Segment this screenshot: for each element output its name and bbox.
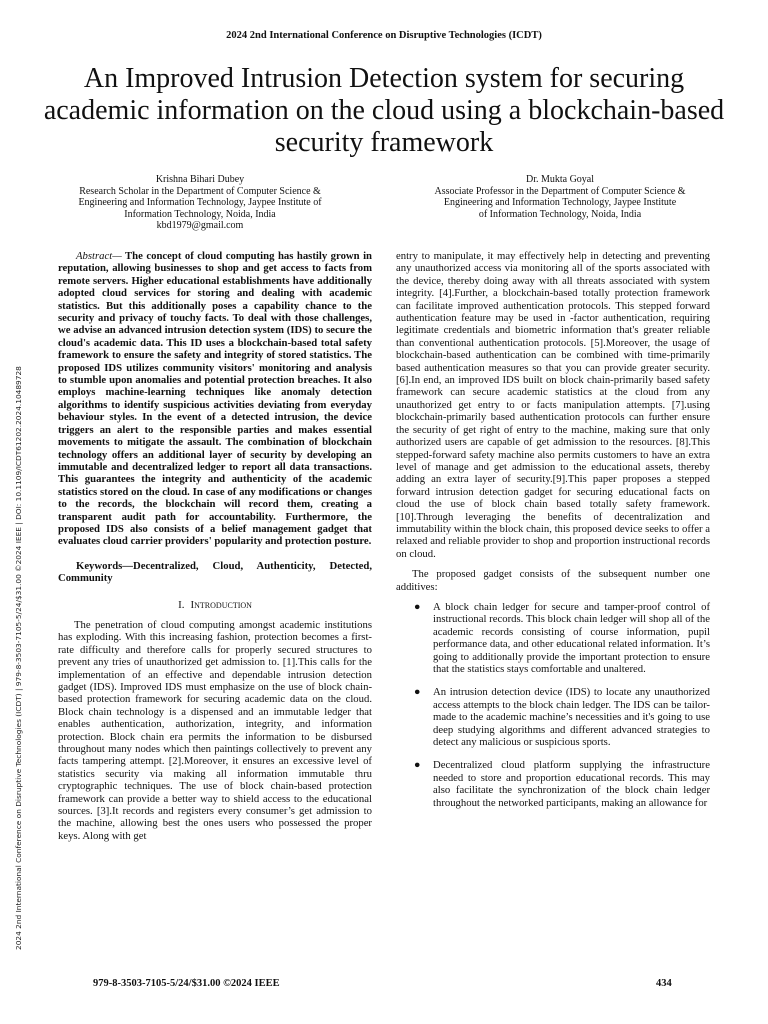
intro-paragraph: The penetration of cloud computing amongst academic institutions has exploding. With this increasing fashion, protection becomes a first-rate difficulty and therefore calls for properly secured structures to prevent any tries of unauthorized get admission to. [1].This calls for the implementation of an effective and dependable intrusion detection gadget (IDS). Improved IDS must emphasize on the use of block chain-based protection framework for securing academic data on the cloud. Block chain technology is a dispensed and an immutable ledger that enables authentication, authorization, integrity, and information protection. Block chain era permits the information to be disbursed throughout many nodes which then paintings collectively to prevent any facts tampering attempt. [2].Moreover, it ensures an excessive level of statistics security via making all information immutable thru cryptographic techniques. The use of block chain-based protection framework can provide a better way to shield access to the educational sources. [3].It records and registers every consumer’s get admission to the machine, allowing best the ones users who possessed the proper keys. Along with get [58, 618, 372, 842]
paper-title: An Improved Intrusion Detection system for securing academic information on the cloud using a blockchain-based security framework [43, 63, 725, 158]
right-column [396, 250, 710, 820]
author-name: Krishna Bihari Dubey [155, 174, 245, 185]
list-item-text: A block chain ledger for secure and tamper-proof control of instructional records. This block chain ledger will shop all of the academic records consisting of course information, pupil performance data, and other educational related information. It’s going to additionally provide the important protection to ensure that the statistics stays comfortable and unaltered. [433, 600, 710, 675]
author-affiliation-line: Engineering and Information Technology, Jaypee Institute [443, 197, 677, 208]
page-number: 434 [656, 978, 672, 989]
body-paragraph: The proposed gadget consists of the subsequent number one additives: [396, 568, 710, 593]
keywords: Keywords—Decentralized, Cloud, Authenticity, Detected, Community [58, 559, 372, 585]
author-affiliation-line: Information Technology, Noida, India [124, 208, 276, 220]
list-item-text: Decentralized cloud platform supplying the infrastructure needed to store and proportion educational records. This may also facilitate the synchronization of the block chain ledger throughout the networked participants, making an allowance for [433, 759, 710, 809]
bullet-icon: ● [414, 686, 421, 699]
author-block-1 [55, 174, 345, 232]
bullet-icon: ● [414, 600, 421, 613]
abstract-lead: Abstract— [76, 250, 122, 262]
component-list [396, 601, 710, 809]
abstract-paragraph [58, 250, 372, 548]
left-column [58, 250, 372, 850]
author-name: Dr. Mukta Goyal [525, 174, 595, 185]
author-email: kbd1979@gmail.com [156, 220, 244, 231]
bullet-icon: ● [414, 759, 421, 772]
author-affiliation-line: Engineering and Information Technology, Jaypee Institute of [78, 197, 322, 208]
section-heading [58, 599, 372, 611]
author-affiliation-line: Research Scholar in the Department of Computer Science & [79, 185, 321, 197]
author-block-2 [405, 174, 715, 220]
list-item-text: An intrusion detection device (IDS) to locate any unauthorized access attempts to the block chain ledger. The IDS can be tailor-made to the academic machine’s necessities and it's going to use deep studying algorithms and different advanced strategies to detect any malicious or suspicious sports. [433, 686, 710, 749]
author-affiliation-line: of Information Technology, Noida, India [478, 208, 642, 220]
section-number: I. [178, 598, 185, 611]
body-paragraph: entry to manipulate, it may effectively help in detecting and preventing any unauthorized access via monitoring all of the sports associated with the device, thereby doing away with all threats associated with system integrity. [4].Further, a blockchain-based totally protection framework can facilitate improved authentication protocols. This stepped forward authentication feature may be used in -factor authentication, requiring legitimate credentials and biometric information that's greater reliable than conventional authentication protocols. [5].Moreover, the usage of blockchain-based authentication can be combined with time-primarily based authentication measures so that you can provide greater security. [6].In end, an improved IDS built on block chain-primarily based safety framework can secure academic statistics at the cloud from any unauthorized get entry to or facts manipulation attempts. [7].using blockchain-primarily based authentication protocols can further ensure the security of get right of entry to the machine, making sure that only authorized users are capable of get admission to the resources. [8].This stepped-forward safety machine also permits customers to have an extra level of manage and get admission to the educational assets, thereby adding an extra layer of security.[9].This paper proposes a stepped forward intrusion detection gadget for securing educational facts on cloud the use of block chain based totally safety framework. [10].Through leveraging the benefits of decentralization and immutability within the block chain, this proposed device seeks to offer a relaxed and reliable provider to shop and proportion instructional records on cloud. [396, 250, 710, 560]
footer-copyright: 979-8-3503-7105-5/24/$31.00 ©2024 IEEE [93, 978, 280, 989]
list-item [396, 601, 710, 675]
section-title: Introduction [190, 598, 252, 611]
conference-header: 2024 2nd International Conference on Disruptive Technologies (ICDT) [226, 30, 542, 41]
list-item [396, 759, 710, 809]
intro-body [58, 619, 372, 842]
side-margin-citation: 2024 2nd International Conference on Disruptive Technologies (ICDT) | 979-8-3503-7105-5/24/$31.00 ©2024 IEEE | DOI: 10.1109/ICDT61202.2024.10489728 [14, 366, 23, 950]
abstract-section [58, 250, 372, 548]
list-item [396, 686, 710, 748]
abstract-text: The concept of cloud computing has hastily grown in reputation, allowing businesses to shop and get access to facts from remote servers. Higher educational establishments have additionally adopted cloud services for storing and dealing with academic statistics. But this additionally poses a capability chance to the security and privacy of touchy facts. To deal with those challenges, we advise an advanced intrusion detection system (IDS) to secure the cloud's academic data. This ID uses a blockchain-based total safety framework to ensure the safety and integrity of stored statistics. The proposed IDS utilizes community visitors' monitoring and analysis to stumble upon anomalies and potential protection breaches. It also employs machine-learning techniques like anomaly detection algorithms to identify suspicious activities deviating from everyday behaviour styles. In the event of a detected intrusion, the device triggers an alert to the responsible parties and makes essential movements to mitigate the assault. The combination of blockchain technology offers an additional layer of security by developing an immutable and decentralized ledger to report all data transactions. This guarantees the integrity and authenticity of the academic statistics stored on the cloud. In case of any modifications or changes to the records, the blockchain will record them, creating a transparent audit path for accountability. Furthermore, the proposed IDS also consists of a belief management gadget that evaluates cloud carrier providers' popularity and protection posture. [58, 250, 372, 548]
author-affiliation-line: Associate Professor in the Department of Computer Science & [434, 185, 686, 197]
